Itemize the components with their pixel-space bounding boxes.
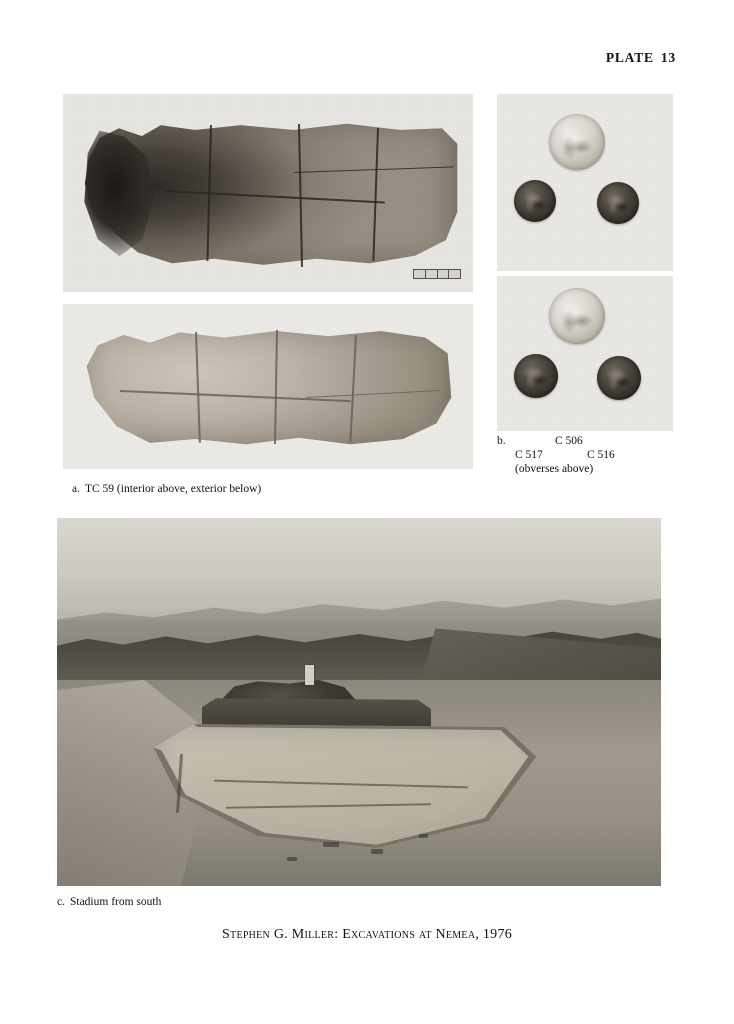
excavation-mark bbox=[419, 834, 428, 838]
coin-relief bbox=[521, 361, 551, 391]
figure-a-photo-interior bbox=[63, 94, 473, 292]
figure-a-photo-exterior bbox=[63, 304, 473, 469]
plate-label: PLATE bbox=[605, 50, 654, 65]
plate-number: 13 bbox=[660, 50, 676, 65]
block-mass bbox=[83, 322, 455, 452]
figure-c-label: c. bbox=[57, 896, 65, 908]
coin-label-c517: C 517 bbox=[515, 449, 543, 461]
coin-c516-reverse bbox=[597, 356, 641, 400]
coin-c517-obverse bbox=[514, 180, 556, 222]
coin-c506-obverse bbox=[549, 114, 605, 170]
excavation-mark bbox=[371, 849, 383, 854]
excavation-mark bbox=[323, 842, 339, 847]
figure-a-caption bbox=[72, 483, 261, 495]
figure-a bbox=[63, 94, 473, 469]
coin-label-c506: C 506 bbox=[555, 435, 583, 447]
terracotta-block-interior bbox=[81, 116, 461, 271]
coin-c516-obverse bbox=[597, 182, 639, 224]
plate-footer bbox=[0, 927, 734, 943]
survey-tower bbox=[305, 665, 314, 685]
figure-c-photo-stadium bbox=[57, 518, 661, 886]
footer-text: Stephen G. Miller: Excavations at Nemea, 1976 bbox=[221, 927, 513, 942]
excavation-mark bbox=[287, 857, 297, 861]
figure-b-photo-reverses bbox=[497, 276, 673, 431]
figure-b-caption bbox=[497, 434, 697, 476]
plate-header bbox=[606, 50, 676, 66]
figure-b bbox=[497, 94, 673, 431]
figure-b-photo-obverses bbox=[497, 94, 673, 271]
coin-c517-reverse bbox=[514, 354, 558, 398]
figure-b-note: (obverses above) bbox=[515, 463, 594, 475]
scale-bar bbox=[413, 269, 461, 279]
coin-label-c516: C 516 bbox=[587, 449, 615, 461]
figure-c-caption-text: Stadium from south bbox=[69, 896, 162, 908]
coin-relief bbox=[558, 297, 596, 335]
terracotta-block-exterior bbox=[83, 322, 455, 452]
figure-a-label: a. bbox=[72, 483, 80, 495]
figure-b-label: b. bbox=[497, 435, 506, 447]
coin-c506-reverse bbox=[549, 288, 605, 344]
figure-a-caption-text: TC 59 (interior above, exterior below) bbox=[84, 483, 262, 495]
coin-relief bbox=[604, 363, 634, 393]
figure-c-caption bbox=[57, 896, 161, 908]
coin-relief bbox=[558, 123, 596, 161]
